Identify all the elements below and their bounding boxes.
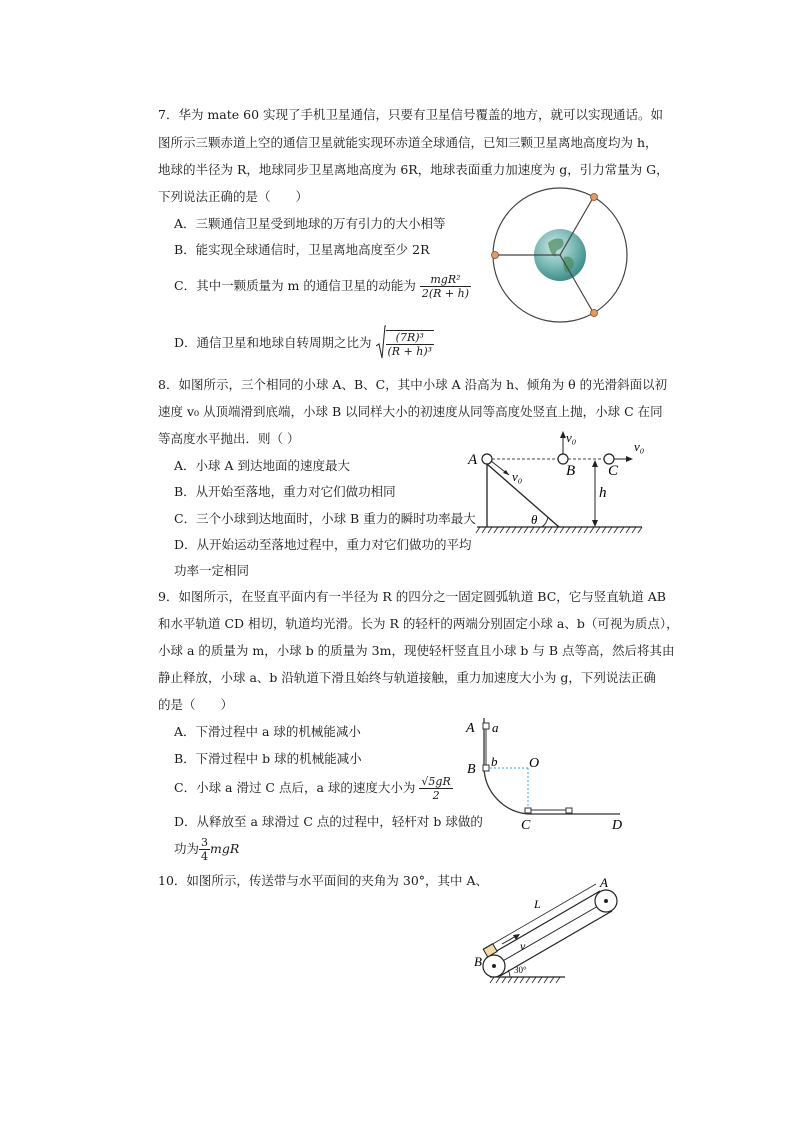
q9-option-c-fraction bbox=[419, 775, 452, 802]
q7-option-a: A．三颗通信卫星受到地球的万有引力的大小相等 bbox=[174, 216, 446, 231]
belt-top bbox=[488, 891, 600, 956]
q10-conveyor-figure bbox=[470, 874, 630, 986]
q7-stem-line-4: 下列说法正确的是（ ） bbox=[158, 189, 309, 204]
q9-option-d-denominator: 4 bbox=[201, 850, 209, 863]
q9-stem-line-2: 和水平轨道 CD 相切，轨道均光滑。长为 R 的轻杆的两端分别固定小球 a、b（可视为质点）， bbox=[158, 616, 679, 631]
ball-on-horizontal-track bbox=[566, 808, 572, 813]
q8-stem-line-3: 等高度水平抛出．则（ ） bbox=[158, 431, 300, 446]
q7-satellite-figure bbox=[490, 185, 630, 325]
label-a: a bbox=[492, 720, 499, 735]
label-v0-B: v₀ bbox=[566, 430, 577, 445]
q8-option-d-line-2: 功率一定相同 bbox=[174, 563, 250, 578]
q9-stem-line-4: 静止释放，小球 a、b 沿轨道下滑且始终与轨道接触，重力加速度大小为 g，下列说法正确 bbox=[158, 670, 656, 685]
q9-option-c-text: C．小球 a 滑过 C 点后，a 球的速度大小为 bbox=[174, 780, 416, 795]
q9-option-c bbox=[174, 775, 453, 802]
q7-option-c-fraction bbox=[420, 273, 471, 300]
q9-option-d-fraction bbox=[199, 836, 210, 863]
q7-option-d-fraction bbox=[386, 330, 435, 358]
q7-option-d bbox=[174, 324, 434, 363]
q8-option-a: A．小球 A 到达地面的速度最大 bbox=[174, 458, 351, 473]
q7-option-d-denominator: (R + h)³ bbox=[387, 344, 433, 358]
q7-stem-line-1: 7．华为 mate 60 实现了手机卫星通信，只要有卫星信号覆盖的地方，就可以实现通话。如 bbox=[158, 107, 664, 122]
ball-b bbox=[483, 765, 489, 771]
q9-option-d-line-2 bbox=[174, 836, 239, 863]
q8-option-c: C．三个小球到达地面时，小球 B 重力的瞬时功率最大 bbox=[174, 511, 476, 526]
label-C: C bbox=[608, 463, 619, 479]
label-A: A bbox=[600, 875, 608, 890]
label-b: b bbox=[491, 754, 498, 769]
label-angle: 30° bbox=[514, 965, 527, 975]
sqrt-icon bbox=[376, 324, 386, 363]
q7-option-d-numerator: (7R)³ bbox=[386, 331, 435, 345]
q7-option-b: B．能实现全球通信时，卫星离地高度至少 2R bbox=[174, 242, 430, 257]
q8-option-b: B．从开始至落地，重力对它们做功相同 bbox=[174, 484, 396, 499]
label-B: B bbox=[467, 762, 476, 777]
q8-option-d-line-1: D．从开始运动至落地过程中，重力对它们做功的平均 bbox=[174, 537, 472, 552]
theta-arc bbox=[542, 517, 548, 527]
q9-option-b: B．下滑过程中 b 球的机械能减小 bbox=[174, 751, 362, 766]
label-C: C bbox=[521, 818, 531, 833]
ground-hatching bbox=[476, 527, 642, 533]
q9-option-c-denominator: 2 bbox=[432, 789, 440, 802]
q9-option-d-prefix: 功为 bbox=[174, 841, 200, 856]
satellite-left bbox=[492, 252, 499, 259]
q9-option-d-numerator: 3 bbox=[201, 836, 209, 849]
arrowhead-icon bbox=[626, 456, 633, 462]
upper-pulley-axle bbox=[604, 899, 608, 903]
q9-option-c-numerator: √5gR bbox=[421, 775, 451, 788]
q9-track-figure bbox=[462, 712, 632, 834]
q7-option-c-denominator: 2(R + h) bbox=[421, 287, 470, 300]
q9-stem-line-1: 9．如图所示，在竖直平面内有一半径为 R 的四分之一固定圆弧轨道 BC，它与竖直轨道 AB bbox=[158, 589, 666, 604]
track-line bbox=[484, 718, 620, 814]
q8-stem-line-1: 8．如图所示，三个相同的小球 A、B、C，其中小球 A 沿高为 h、倾角为 θ 的光滑斜面以初 bbox=[158, 377, 668, 392]
q9-option-a: A．下滑过程中 a 球的机械能减小 bbox=[174, 724, 361, 739]
q7-option-c bbox=[174, 273, 471, 300]
q9-option-d-line-1: D．从释放至 a 球滑过 C 点的过程中，轻杆对 b 球做的 bbox=[174, 814, 483, 829]
label-v0-C: v₀ bbox=[634, 439, 645, 454]
satellite-lower bbox=[591, 310, 598, 317]
label-v: v bbox=[520, 939, 526, 953]
label-A: A bbox=[466, 721, 475, 736]
q8-incline-figure bbox=[462, 425, 662, 537]
ground-hatching bbox=[490, 977, 560, 983]
label-B: B bbox=[566, 463, 576, 479]
label-O: O bbox=[529, 756, 540, 771]
q10-stem: 10．如图所示，传送带与水平面间的夹角为 30°，其中 A、 bbox=[158, 873, 489, 888]
q7-option-c-text: C．其中一颗质量为 m 的通信卫星的动能为 bbox=[174, 278, 416, 293]
arrowhead-icon bbox=[592, 520, 598, 527]
label-B: B bbox=[474, 954, 482, 969]
q9-stem-line-5: 的是（ ） bbox=[158, 697, 234, 712]
satellite-upper bbox=[591, 194, 598, 201]
ball-at-C bbox=[525, 808, 531, 813]
label-v0-A: v₀ bbox=[512, 469, 523, 484]
q7-option-d-text: D．通信卫星和地球自转周期之比为 bbox=[174, 335, 372, 350]
ball-A bbox=[482, 454, 492, 464]
ball-a bbox=[483, 723, 489, 729]
label-A: A bbox=[468, 452, 478, 468]
lower-pulley-axle bbox=[492, 964, 496, 968]
incline-reference-line bbox=[494, 898, 612, 966]
q8-stem-line-2: 速度 v₀ 从顶端滑到底端，小球 B 以同样大小的初速度从同等高度处竖直上抛，小球 C 在同 bbox=[158, 404, 663, 419]
label-theta: θ bbox=[531, 512, 538, 527]
q7-option-c-numerator: mgR² bbox=[420, 273, 471, 287]
belt-bottom bbox=[500, 911, 612, 976]
q9-stem-line-3: 小球 a 的质量为 m，小球 b 的质量为 3m，现使轻杆竖直且小球 b 与 B 点等高，然后将其由 bbox=[158, 643, 675, 658]
arrowhead-icon bbox=[592, 460, 598, 467]
label-h: h bbox=[599, 485, 607, 501]
q9-option-d-suffix: mgR bbox=[210, 841, 240, 856]
label-D: D bbox=[612, 818, 623, 833]
q7-stem-line-3: 地球的半径为 R，地球同步卫星离地高度为 6R，地球表面重力加速度为 g，引力常量为 G， bbox=[158, 162, 669, 177]
label-L: L bbox=[534, 897, 541, 911]
q7-stem-line-2: 图所示三颗赤道上空的通信卫星就能实现环赤道全球通信，已知三颗卫星离地高度均为 h， bbox=[158, 135, 658, 150]
